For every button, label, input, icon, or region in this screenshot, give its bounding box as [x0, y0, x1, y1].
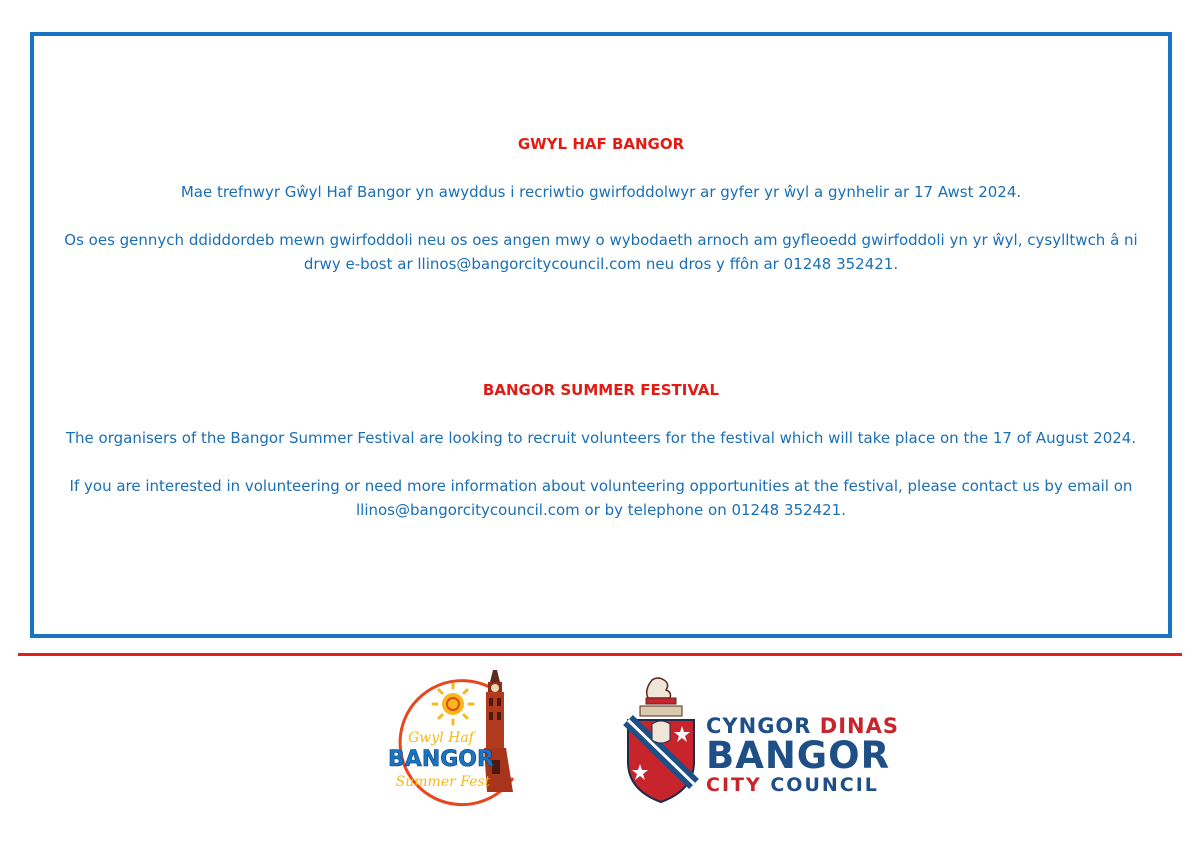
council-logo-council: COUNCIL — [770, 774, 879, 796]
welsh-paragraph-2-line-2: drwy e-bost ar llinos@bangorcitycouncil.com neu dros y ffôn ar 01248 352421. — [303, 255, 899, 273]
welsh-paragraph-1: Mae trefnwyr Gŵyl Haf Bangor yn awyddus i recriwtio gwirfoddolwyr ar gyfer yr ŵyl a gynhelir ar 17 Awst 2024. — [180, 183, 1022, 201]
festival-logo-script-bottom: Summer Fest — [395, 774, 491, 790]
english-paragraph-2-line-1: If you are interested in volunteering or need more information about volunteering opportunities at the festival, please contact us by email on — [69, 477, 1133, 495]
english-paragraph-2-line-2: llinos@bangorcitycouncil.com or by telephone on 01248 352421. — [356, 501, 846, 519]
council-crest-icon — [622, 676, 702, 806]
festival-logo-script-top: Gwyl Haf — [408, 730, 474, 746]
council-logo-city: CITY — [706, 774, 762, 796]
notice-box — [30, 32, 1172, 638]
council-logo — [622, 676, 899, 806]
footer-divider — [18, 653, 1182, 656]
english-heading: BANGOR SUMMER FESTIVAL — [482, 381, 720, 399]
english-section — [34, 378, 1168, 522]
welsh-paragraph-2-line-1: Os oes gennych ddiddordeb mewn gwirfoddoli neu os oes angen mwy o wybodaeth arnoch am gyfleoedd gwirfoddoli yn yr ŵyl, cysylltwch â ni — [64, 231, 1138, 249]
council-logo-cyngor: CYNGOR — [706, 714, 812, 738]
welsh-heading: GWYL HAF BANGOR — [517, 135, 685, 153]
english-paragraph-1: The organisers of the Bangor Summer Festival are looking to recruit volunteers for the festival which will take place on the 17 of August 2024. — [65, 429, 1137, 447]
festival-logo — [385, 668, 535, 808]
festival-logo-main: BANGOR — [388, 747, 494, 772]
council-logo-bangor: BANGOR — [706, 734, 891, 777]
welsh-section — [34, 132, 1168, 276]
council-logo-dinas: DINAS — [819, 714, 899, 738]
sun-icon — [433, 684, 473, 724]
